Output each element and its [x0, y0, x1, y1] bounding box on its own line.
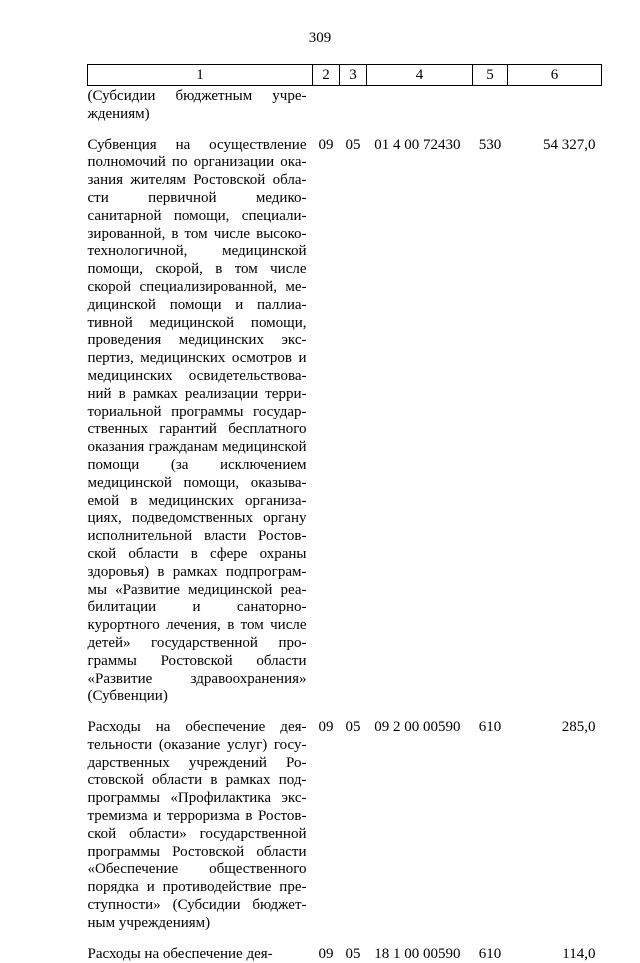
row-description: Субвенция на осуществление полномочий по организации оказания жителям Ростовской области первичной медико-санитарной помощи, специализированной, в том числе высокотехнологичной, медицинской помощи, скорой, в том числе скорой специализированной, медицинской помощи и паллиативной медицинской помощи, проведения медицинских экспертиз, медицинских осмотров и медицинских освидетельствований в рамках реализации территориальной программы государственных гарантий бесплатного оказания гражданам медицинской помощи (за исключением медицинской помощи, оказываемой в медицинских организациях, подведомственных органу исполнительной власти Ростовской области в сфере охраны здоровья) в рамках подпрограммы «Развитие медицинской реабилитации и санаторно-курортного лечения, в том числе детей» государственной программы Ростовской области «Развитие здравоохранения» (Субвенции) [87, 136, 307, 705]
row-target-article [367, 86, 473, 124]
budget-table [87, 64, 602, 963]
table-header-row [88, 65, 602, 86]
row-description: Расходы на обеспечение дея- [87, 945, 273, 962]
row-target-article: 01 4 00 72430 [374, 136, 461, 153]
row-expense-type [473, 86, 508, 124]
column-header: 3 [340, 65, 367, 86]
row-expense-type: 610 [478, 945, 502, 962]
page-number: 309 [308, 30, 332, 46]
row-description: Расходы на обеспечение деятельности (оказание услуг) государственных учреждений Ростовской области в рамках подпрограммы «Профилактика экстремизма и терроризма в Ростовской области» государственной программы Ростовской области «Обеспечение общественного порядка и противодействие преступности» (Субсидии бюджетным учреждениям) [87, 719, 307, 931]
table-row [88, 124, 602, 707]
row-subsection [340, 86, 367, 124]
table-row [88, 933, 602, 963]
column-header: 4 [367, 65, 473, 86]
row-target-article: 18 1 00 00590 [374, 945, 461, 962]
row-expense-type: 530 [478, 136, 502, 153]
column-header: 6 [508, 65, 602, 86]
row-amount: 114,0 [562, 945, 596, 962]
row-section: 09 [318, 136, 334, 153]
row-expense-type: 610 [478, 719, 502, 736]
row-amount: 54 327,0 [543, 136, 596, 153]
row-section: 09 [318, 719, 334, 736]
column-header: 1 [88, 65, 313, 86]
table-row [88, 706, 602, 933]
row-subsection: 05 [345, 136, 361, 153]
row-section [313, 86, 340, 124]
column-header: 5 [473, 65, 508, 86]
column-header: 2 [313, 65, 340, 86]
row-section: 09 [318, 945, 334, 962]
row-subsection: 05 [345, 719, 361, 736]
table-row [88, 86, 602, 124]
row-subsection: 05 [345, 945, 361, 962]
row-description: (Субсидии бюджетным учреждениям) [87, 88, 307, 122]
row-amount [508, 86, 602, 124]
row-amount: 285,0 [561, 719, 596, 736]
row-target-article: 09 2 00 00590 [374, 719, 461, 736]
